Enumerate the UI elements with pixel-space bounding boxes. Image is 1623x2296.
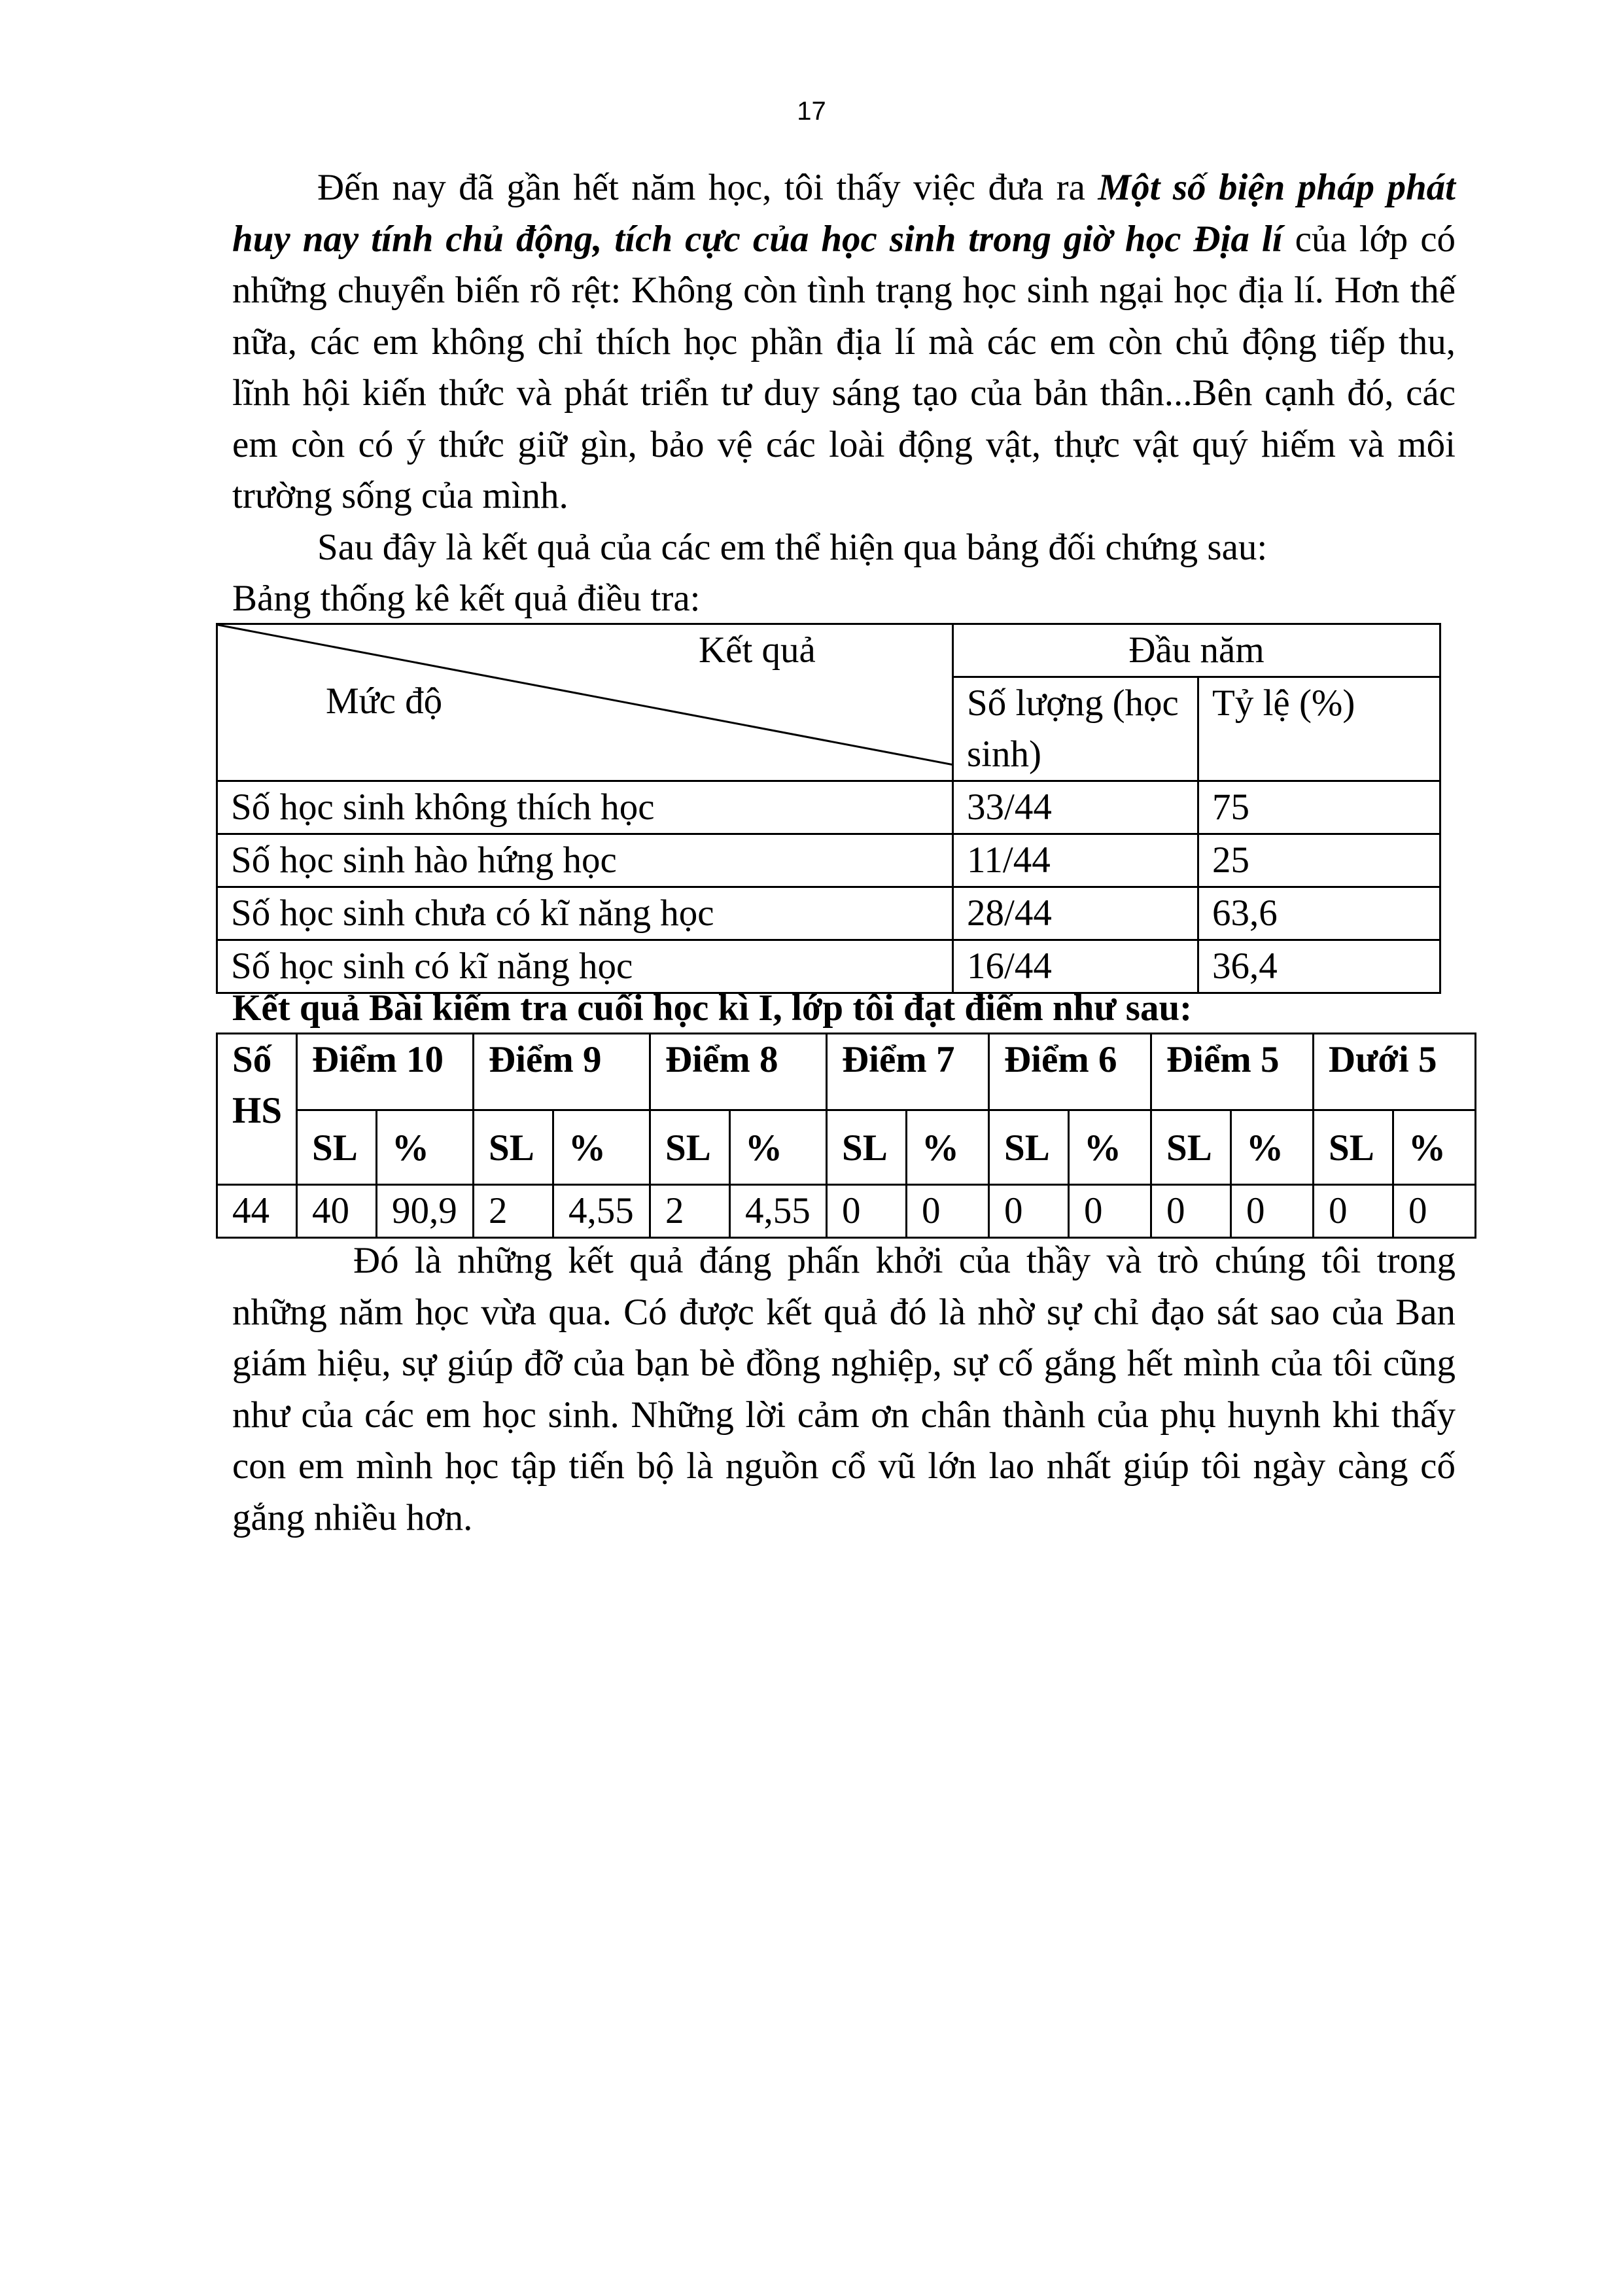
- value-cell: 0: [989, 1185, 1069, 1238]
- row-label: Số học sinh không thích học: [217, 781, 953, 834]
- row-label: Số học sinh có kĩ năng học: [217, 940, 953, 993]
- subheader-percent: %: [377, 1110, 474, 1185]
- value-cell: 0: [827, 1185, 907, 1238]
- value-cell: 0: [1069, 1185, 1151, 1238]
- intro-lead: Đến nay đã gần hết năm học, tôi thấy việc đưa ra: [317, 167, 1098, 208]
- value-cell: 4,55: [730, 1185, 827, 1238]
- value-cell: 2: [474, 1185, 553, 1238]
- subheader-percent: %: [1069, 1110, 1151, 1185]
- row-label: Số học sinh hào hứng học: [217, 834, 953, 887]
- row-percent: 36,4: [1198, 940, 1440, 993]
- subheader-sl: SL: [989, 1110, 1069, 1185]
- table-row: [217, 834, 1440, 887]
- header-score-6: Điểm 6: [989, 1034, 1151, 1110]
- col-header-percent: Tỷ lệ (%): [1198, 677, 1440, 781]
- intro-rest: của lớp có những chuyển biến rõ rệt: Không còn tình trạng học sinh ngại học địa lí. Hơn thế nữa, các em không chỉ thích học phần địa lí mà các em còn chủ động tiếp thu, lĩnh hội kiến thức và phát triển tư duy sáng tạo của bản thân...Bên cạnh đó, các em còn có ý thức giữ gìn, bảo vệ các loài động vật, thực vật quý hiếm và môi trường sống của mình.: [232, 218, 1456, 516]
- header-score-7: Điểm 7: [827, 1034, 989, 1110]
- value-cell: 90,9: [377, 1185, 474, 1238]
- subheader-sl: SL: [297, 1110, 377, 1185]
- table-row: [217, 781, 1440, 834]
- row-count: 11/44: [953, 834, 1198, 887]
- header-score-9: Điểm 9: [474, 1034, 650, 1110]
- row-label: Số học sinh chưa có kĩ năng học: [217, 887, 953, 940]
- value-cell: 0: [1151, 1185, 1231, 1238]
- subheader-percent: %: [907, 1110, 989, 1185]
- value-cell: 40: [297, 1185, 377, 1238]
- diag-header-level: Mức độ: [326, 680, 443, 722]
- survey-table: [216, 623, 1441, 994]
- page-number: 17: [797, 97, 826, 126]
- row-count: 16/44: [953, 940, 1198, 993]
- row-count: 28/44: [953, 887, 1198, 940]
- value-cell: 0: [1393, 1185, 1476, 1238]
- diagonal-header-cell: [217, 624, 953, 781]
- table1-caption: Bảng thống kê kết quả điều tra:: [232, 578, 701, 619]
- value-cell: 0: [1314, 1185, 1393, 1238]
- exam-results-heading: Kết quả Bài kiểm tra cuối học kì I, lớp tôi đạt điểm như sau:: [232, 987, 1193, 1029]
- row-count: 33/44: [953, 781, 1198, 834]
- value-cell: 2: [650, 1185, 730, 1238]
- row-percent: 75: [1198, 781, 1440, 834]
- value-cell: 44: [217, 1185, 297, 1238]
- intro-paragraph: [232, 162, 1456, 522]
- value-cell: 0: [1231, 1185, 1314, 1238]
- table-row: [217, 887, 1440, 940]
- closing-section: [232, 1235, 1456, 1544]
- subheader-percent: %: [1231, 1110, 1314, 1185]
- header-student-count: Số HS: [217, 1034, 297, 1185]
- header-below-5: Dưới 5: [1314, 1034, 1476, 1110]
- header-score-8: Điểm 8: [650, 1034, 827, 1110]
- subheader-sl: SL: [1151, 1110, 1231, 1185]
- subheader-sl: SL: [1314, 1110, 1393, 1185]
- diag-header-result: Kết quả: [699, 629, 816, 671]
- row-percent: 63,6: [1198, 887, 1440, 940]
- value-cell: 4,55: [553, 1185, 650, 1238]
- intro-emphasis: Một số biện pháp phát huy nay tính chủ động, tích cực của học sinh trong giờ học Địa lí: [232, 167, 1456, 260]
- row-percent: 25: [1198, 834, 1440, 887]
- group-header-start-year: Đầu năm: [953, 624, 1440, 677]
- header-score-10: Điểm 10: [297, 1034, 474, 1110]
- subheader-sl: SL: [650, 1110, 730, 1185]
- subheader-sl: SL: [827, 1110, 907, 1185]
- exam-results-table: [216, 1033, 1476, 1239]
- closing-paragraph: Đó là những kết quả đáng phấn khởi của thầy và trò chúng tôi trong những năm học vừa qua. Có được kết quả đó là nhờ sự chỉ đạo sát sao của Ban giám hiệu, sự giúp đỡ của bạn bè đồng nghiệp, sự cố gắng hết mình của tôi cũng như của các em học sinh. Những lời cảm ơn chân thành của phụ huynh khi thấy con em mình học tập tiến bộ là nguồn cổ vũ lớn lao nhất giúp tôi ngày càng cố gắng nhiều hơn.: [232, 1240, 1456, 1538]
- header-score-5: Điểm 5: [1151, 1034, 1314, 1110]
- subheader-sl: SL: [474, 1110, 553, 1185]
- col-header-count: Số lượng (học sinh): [953, 677, 1198, 781]
- subheader-percent: %: [1393, 1110, 1476, 1185]
- intro-section: [232, 162, 1456, 625]
- subheader-percent: %: [553, 1110, 650, 1185]
- table-row: [217, 1185, 1476, 1238]
- subheader-percent: %: [730, 1110, 827, 1185]
- value-cell: 0: [907, 1185, 989, 1238]
- lead-in-line: Sau đây là kết quả của các em thể hiện qua bảng đối chứng sau:: [317, 526, 1268, 568]
